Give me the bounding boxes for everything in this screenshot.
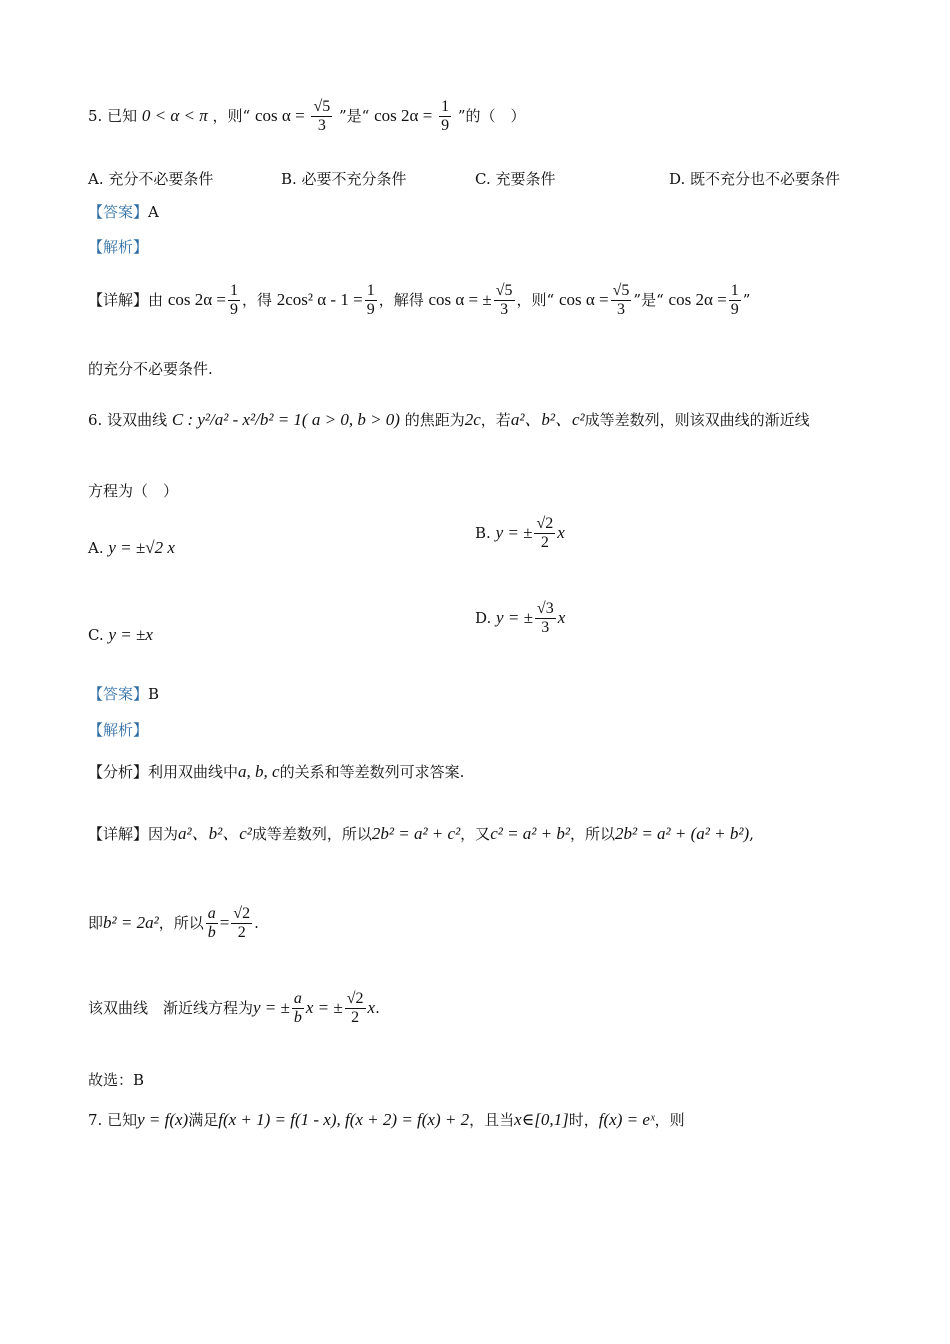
fraction [535,600,556,638]
fenxi-text: 的关系和等差数列可求答案. [279,763,465,781]
asym-math: x = ± [305,997,343,1017]
detail-text: 成等差数列，所以 [251,825,372,843]
detail-math: a²、b²、c² [178,824,252,843]
fraction [206,905,218,943]
detail-text: ，又 [460,825,491,843]
detail-math: c² = a² + b² [490,824,570,843]
detail-math: cos α = [558,289,609,309]
ji-math: = [219,912,230,932]
q6-ji [88,905,259,943]
asym-text: 该双曲线 渐近线方程为 [88,998,254,1017]
fraction-denominator: 3 [617,301,626,319]
q6-stem-line2: 方程为（ ） [88,482,179,500]
answer-value: A [148,203,159,221]
fenxi-math: a, b, c [238,762,280,781]
q5-option-a: A. 充分不必要条件 [88,170,214,188]
asym-text: . [375,998,380,1017]
detail-math: cos α = ± [428,289,492,309]
fraction-numerator: a [292,990,304,1009]
fraction [729,282,741,320]
fraction-denominator: 2 [351,1009,360,1027]
detail-text: 因为 [148,825,179,843]
q5-text: ”是“ [339,106,370,125]
fraction-numerator: a [206,905,218,924]
fraction-numerator: 1 [439,98,451,117]
q6-answer [88,685,159,703]
fraction-numerator: √3 [535,600,556,619]
detail-tag: 【详解】 [88,290,149,309]
detail-math: 2b² = a² + c² [371,824,461,843]
ji-text: ，所以 [158,913,204,932]
q7-text: 满足 [188,1111,219,1129]
q6-option-b [475,515,565,553]
q6-asymptote [88,990,380,1028]
fraction-numerator: √5 [611,282,632,301]
detail-text: ，所以 [569,825,615,843]
q7-text: ，且当 [469,1111,515,1129]
fraction [534,515,555,553]
fraction-denominator: b [293,1009,302,1027]
detail-math: cos 2α = [668,289,727,309]
detail-text: ” [742,290,751,309]
q7-text: ，则 [654,1111,685,1129]
fraction-numerator: √2 [345,990,366,1009]
q5-option-c: C. 充要条件 [475,170,556,188]
option-math: y = ±x [108,625,153,644]
fraction [231,905,252,943]
q5-text: ，则“ [212,106,251,125]
q6-math: 2c [464,410,481,429]
fraction [494,282,515,320]
fraction-numerator: √5 [494,282,515,301]
q6-option-a [88,538,175,558]
detail-math: 2cos² α - 1 = [276,289,363,309]
option-label: A. [88,539,104,557]
fraction [365,282,377,320]
fraction-numerator: √2 [231,905,252,924]
fraction-denominator: 9 [366,301,375,319]
q5-detail [88,282,750,320]
fraction-denominator: 9 [441,117,450,135]
fraction-denominator: 9 [730,301,739,319]
ji-math: b² = 2a² [103,912,159,932]
q6-option-c [88,625,153,645]
q5-prefix: 5. 已知 [88,106,138,125]
detail-text: ，得 [241,290,272,309]
option-math: x [557,522,565,542]
fenxi-text: 利用双曲线中 [148,763,239,781]
q5-condition: 0 < α < π [141,105,208,125]
q5-option-d: D. 既不充分也不必要条件 [669,170,841,188]
q5-stmt2-fraction [439,98,451,136]
q5-suffix: ”的（ ） [457,106,526,125]
q5-analysis-tag: 【解析】 [88,238,149,256]
answer-tag: 【答案】 [88,685,149,703]
q6-math: a²、b²、c² [510,410,585,429]
q7-math: f(x) = eˣ [598,1110,655,1129]
option-label: C. [88,626,104,644]
q6-stem [88,410,810,430]
ji-text: 即 [88,913,104,932]
q5-stmt2-lhs: cos 2α = [374,105,433,125]
detail-text: ，解得 [378,290,424,309]
detail-text: , [749,825,754,843]
answer-value: B [148,685,160,703]
q7-math: f(x + 1) = f(1 - x), f(x + 2) = f(x) + 2 [218,1110,470,1129]
asym-math: x [367,997,376,1017]
q6-choose: 故选：B [88,1071,145,1089]
fraction-numerator: √5 [311,98,332,117]
detail-text: ”是“ [633,290,664,309]
ji-text: . [254,913,259,932]
option-math: y = ±√2 x [108,538,175,557]
detail-tag: 【详解】 [88,825,149,843]
detail-math: 2b² = a² + (a² + b²) [614,824,750,843]
q6-text: ，若 [480,411,511,429]
fraction-denominator: 3 [500,301,509,319]
q5-stmt1-lhs: cos α = [255,105,305,125]
fraction-denominator: 2 [540,534,549,552]
option-label: B. [475,523,491,542]
fraction [611,282,632,320]
q7-prefix: 7. 已知 [88,1111,138,1129]
detail-text: 由 [148,290,164,309]
q7-text: 时， [568,1111,599,1129]
q6-detail [88,824,754,844]
fraction-denominator: 3 [317,117,326,135]
q6-fenxi [88,762,464,782]
detail-text: ，则“ [516,290,555,309]
fraction-denominator: 3 [541,619,550,637]
option-math: y = ± [496,607,533,627]
fenxi-tag: 【分析】 [88,763,149,781]
q7-stem [88,1110,685,1130]
q6-option-d [475,600,565,638]
fraction-numerator: 1 [228,282,240,301]
q6-prefix: 6. 设双曲线 [88,411,168,429]
q6-text: 的焦距为 [404,411,465,429]
q7-math: y = f(x) [137,1110,189,1129]
option-math: x [557,607,566,627]
option-label: D. [475,608,492,627]
fraction-denominator: 2 [237,924,246,942]
fraction-numerator: √2 [534,515,555,534]
q5-detail-end: 的充分不必要条件. [88,360,213,378]
fraction-denominator: 9 [229,301,238,319]
fraction [228,282,240,320]
option-math: y = ± [495,522,533,542]
q5-option-b: B. 必要不充分条件 [281,170,407,188]
q5-answer [88,203,159,221]
q6-analysis-tag: 【解析】 [88,721,149,739]
asym-math: y = ± [253,997,290,1017]
fraction [345,990,366,1028]
detail-math: cos 2α = [167,289,226,309]
fraction-numerator: 1 [729,282,741,301]
fraction-denominator: b [207,924,216,942]
q7-math: x∈[0,1] [514,1110,569,1129]
fraction-numerator: 1 [365,282,377,301]
q6-text: 成等差数列，则该双曲线的渐近线 [584,411,810,429]
fraction [292,990,304,1028]
q6-hyperbola-equation: C : y²/a² - x²/b² = 1( a > 0, b > 0) [171,410,400,429]
answer-tag: 【答案】 [88,203,149,221]
q5-stmt1-fraction [311,98,332,136]
q5-stem [88,98,526,136]
